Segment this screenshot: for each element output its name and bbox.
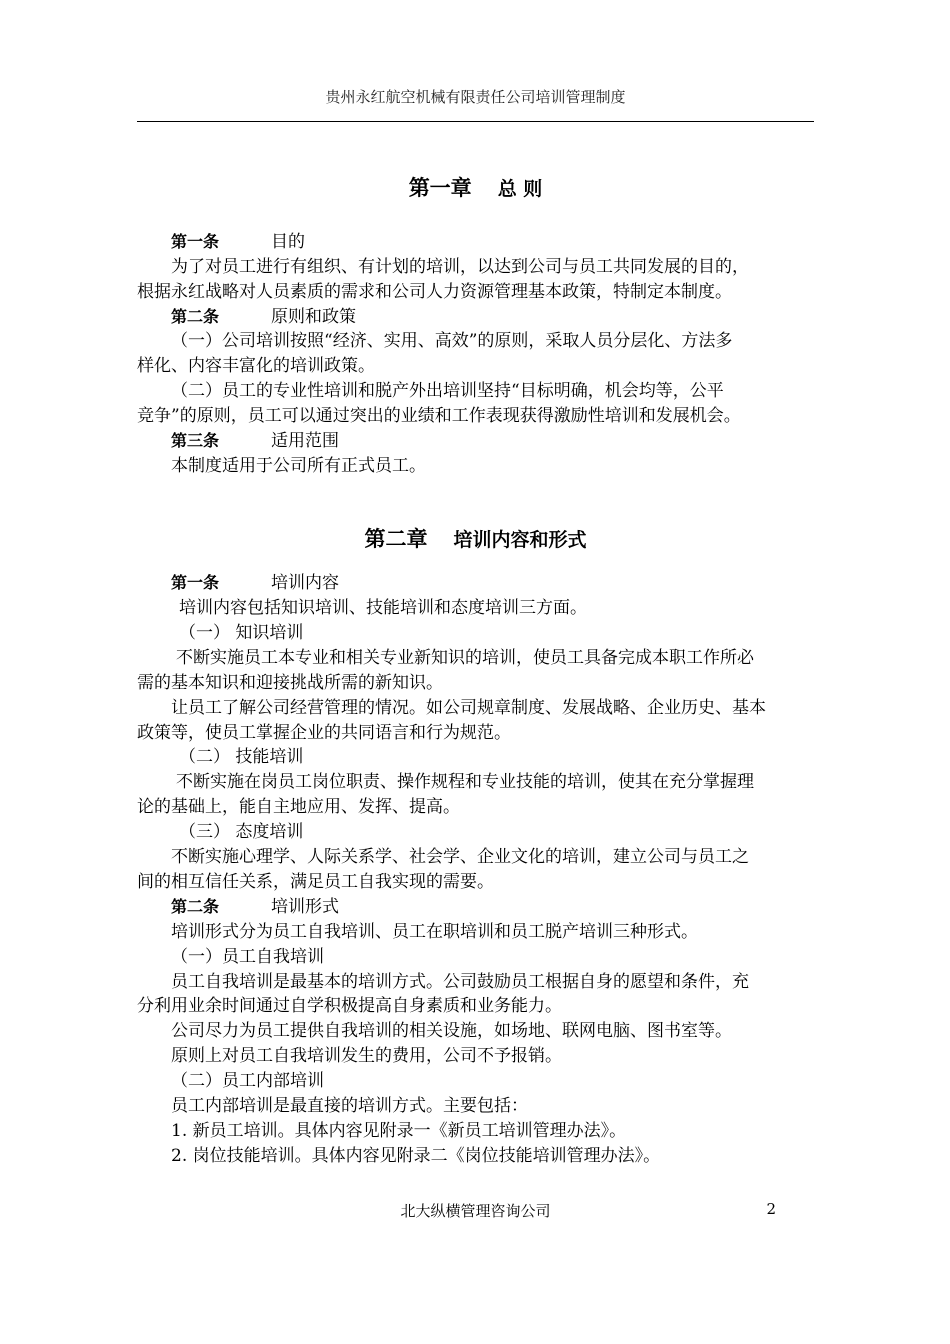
list-item: 1. 新员工培训。具体内容见附录一《新员工培训管理办法》。 (171, 1121, 627, 1141)
paragraph-line: 不断实施在岗员工岗位职责、操作规程和专业技能的培训，使其在充分掌握理 (176, 772, 754, 792)
paragraph-line: 根据永红战略对人员素质的需求和公司人力资源管理基本政策，特制定本制度。 (137, 282, 732, 302)
article-title: 适用范围 (271, 431, 339, 451)
chapter-1-name: 总 则 (497, 178, 543, 200)
paragraph-line: 原则上对员工自我培训发生的费用，公司不予报销。 (171, 1046, 562, 1066)
list-item: 2. 岗位技能培训。具体内容见附录二《岗位技能培训管理办法》。 (171, 1146, 661, 1166)
chapter-2-number: 第二章 (364, 527, 428, 551)
paragraph-line: 需的基本知识和迎接挑战所需的新知识。 (137, 673, 443, 693)
subsection-heading: （二） 技能培训 (179, 747, 304, 767)
subsection-heading: （一）员工自我培训 (171, 947, 324, 967)
article-title: 目的 (271, 232, 305, 252)
article-number: 第二条 (171, 307, 220, 326)
article-number: 第一条 (171, 232, 220, 251)
article-heading (171, 896, 861, 918)
paragraph-line: 让员工了解公司经营管理的情况。如公司规章制度、发展战略、企业历史、基本 (171, 698, 766, 718)
paragraph-line: 不断实施员工本专业和相关专业新知识的培训，使员工具备完成本职工作所必 (176, 648, 754, 668)
article-heading (171, 231, 861, 253)
paragraph-line: 本制度适用于公司所有正式员工。 (171, 456, 426, 476)
paragraph-line: （二）员工的专业性培训和脱产外出培训坚持“目标明确，机会均等，公平 (171, 381, 724, 401)
article-heading (171, 572, 861, 594)
paragraph-line: 政策等，使员工掌握企业的共同语言和行为规范。 (137, 723, 511, 743)
paragraph-line: 间的相互信任关系，满足员工自我实现的需要。 (137, 872, 494, 892)
article-number: 第一条 (171, 573, 220, 592)
page-number: 2 (766, 1200, 776, 1218)
subsection-heading: （三） 态度培训 (179, 822, 304, 842)
paragraph-line: 竞争”的原则，员工可以通过突出的业绩和工作表现获得激励性培训和发展机会。 (137, 406, 741, 426)
chapter-2-heading (137, 523, 814, 553)
page-header: 贵州永红航空机械有限责任公司培训管理制度 (325, 88, 626, 106)
footer-company: 北大纵横管理咨询公司 (400, 1202, 551, 1220)
paragraph-line: 员工内部培训是最直接的培训方式。主要包括： (171, 1096, 528, 1116)
article-heading (171, 306, 861, 328)
paragraph-line: 不断实施心理学、人际关系学、社会学、企业文化的培训，建立公司与员工之 (171, 847, 749, 867)
article-heading (171, 430, 861, 452)
paragraph-line: 培训内容包括知识培训、技能培训和态度培训三方面。 (179, 598, 587, 618)
article-number: 第二条 (171, 897, 220, 916)
subsection-heading: （二）员工内部培训 (171, 1071, 324, 1091)
article-title: 培训形式 (271, 897, 339, 917)
paragraph-line: 培训形式分为员工自我培训、员工在职培训和员工脱产培训三种形式。 (171, 922, 698, 942)
article-title: 培训内容 (271, 573, 339, 593)
paragraph-line: 样化、内容丰富化的培训政策。 (137, 356, 375, 376)
paragraph-line: 公司尽力为员工提供自我培训的相关设施，如场地、联网电脑、图书室等。 (171, 1021, 732, 1041)
article-title: 原则和政策 (271, 307, 356, 327)
paragraph-line: （一）公司培训按照“经济、实用、高效”的原则，采取人员分层化、方法多 (171, 331, 733, 351)
paragraph-line: 论的基础上，能自主地应用、发挥、提高。 (137, 797, 460, 817)
article-number: 第三条 (171, 431, 220, 450)
chapter-1-number: 第一章 (408, 176, 472, 200)
header-divider (137, 121, 814, 122)
chapter-1-heading (137, 172, 814, 202)
paragraph-line: 为了对员工进行有组织、有计划的培训，以达到公司与员工共同发展的目的， (171, 257, 749, 277)
paragraph-line: 分利用业余时间通过自学积极提高自身素质和业务能力。 (137, 996, 562, 1016)
chapter-2-name: 培训内容和形式 (453, 529, 587, 551)
paragraph-line: 员工自我培训是最基本的培训方式。公司鼓励员工根据自身的愿望和条件，充 (171, 972, 749, 992)
subsection-heading: （一） 知识培训 (179, 623, 304, 643)
